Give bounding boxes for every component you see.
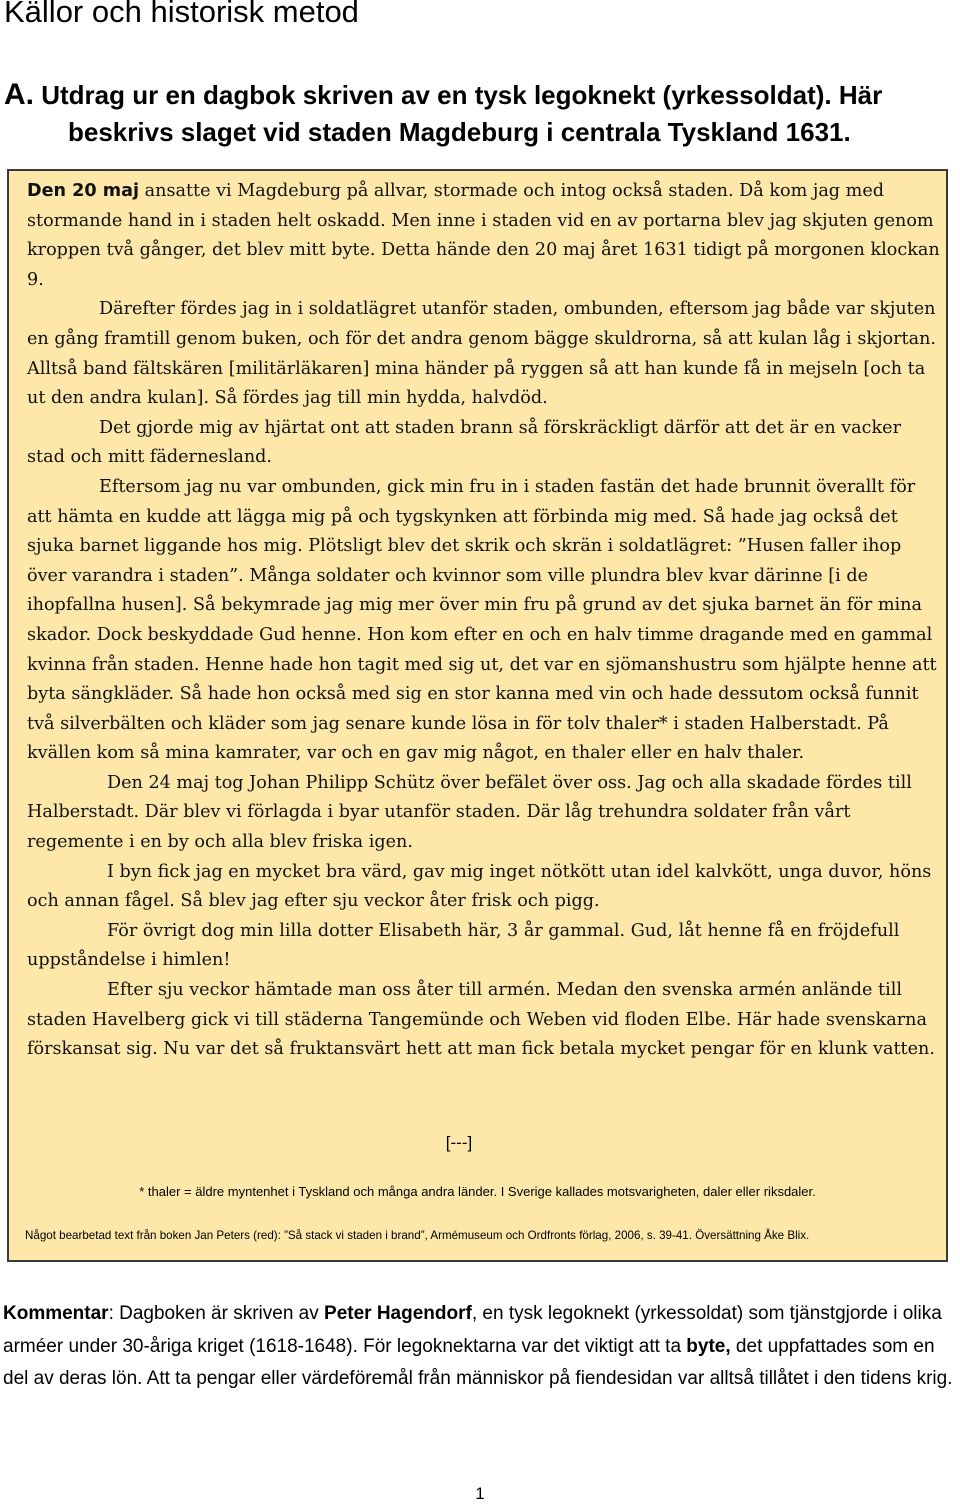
excerpt-paragraph-5: Den 24 maj tog Johan Philipp Schütz över befälet över oss. Jag och alla skadade fördes till Halberstadt. Där blev vi förlagda i byar utanför staden. Där låg trehundra soldater från vårt regemente i en by och alla blev friska igen. [27, 772, 912, 853]
excerpt-paragraph-1 [27, 177, 942, 295]
section-heading-line1: Utdrag ur en dagbok skriven av en tysk legoknekt (yrkessoldat). Här [41, 80, 883, 110]
commentary [3, 1298, 953, 1396]
page-number: 1 [475, 1484, 485, 1503]
excerpt-paragraph-6: I byn fick jag en mycket bra värd, gav mig inget nötkött utan idel kalvkött, unga duvor, höns och annan fågel. Så blev jag efter sju veckor åter frisk och pigg. [27, 861, 932, 912]
diary-excerpt-text [27, 177, 942, 1065]
author-name: Peter Hagendorf [324, 1303, 472, 1324]
commentary-label: Kommentar [3, 1303, 109, 1324]
excerpt-paragraph-8: Efter sju veckor hämtade man oss åter till armén. Medan den svenska armén anlände till staden Havelberg gick vi till städerna Tangemünde och Weben vid floden Elbe. Här hade svenskarna förskansat sig. Nu var det så fruktansvärt hett att man fick betala mycket pengar för en klunk vatten. [27, 980, 935, 1060]
section-letter: A. [4, 78, 34, 111]
section-heading [4, 76, 954, 151]
byte-term: byte, [686, 1335, 731, 1357]
diary-excerpt-box [7, 169, 948, 1262]
lead-date: Den 20 maj [27, 181, 140, 201]
excerpt-paragraph-4: Eftersom jag nu var ombunden, gick min fru in i staden fastän det hade brunnit överallt för att hämta en kudde att lägga mig på och tygskynken att förbinda mig med. Så hade jag också det sjuka barnet liggande hos mig. Plötsligt blev det skrik och skrän i soldatlägret: ”Husen faller ihop över varandra i staden”. Många soldater och kvinnor som ville plundra blev kvar därinne [i de ihopfallna husen]. Så bekymrade jag mig mer över min fru på grund av det sjuka barnet än för mina skador. Dock beskyddade Gud henne. Hon kom efter en och en halv timme dragande med en gammal kvinna från staden. Henne hade hon tagit med sig ut, det var en sjömanshustru som hjälpte henne att byta sängkläder. Så hade hon också med sig en stor kanna med vin och hade dessutom också funnit två silverbälten och kläder som jag senare kunde lösa in för tolv thaler* i staden Halberstadt. På kvällen kom så mina kamrater, var och en gav mig något, en thaler eller en halv thaler. [27, 476, 937, 764]
commentary-text-3: det uppfattades som en del av deras lön. Att ta pengar eller värdeföremål från människor på fiendesidan var alltså tillåtet i den tidens krig. [3, 1335, 953, 1389]
thaler-footnote: * thaler = äldre myntenhet i Tyskland och många andra länder. I Sverige kallades motsvarigheten, daler eller riksdaler. [139, 1184, 816, 1199]
excerpt-paragraph-7: För övrigt dog min lilla dotter Elisabeth här, 3 år gammal. Gud, låt henne få en fröjdefull uppståndelse i himlen! [27, 920, 900, 971]
page-title: Källor och historisk metod [4, 0, 359, 29]
excerpt-paragraph-2: Därefter fördes jag in i soldatlägret utanför staden, ombunden, eftersom jag både var skjuten en gång framtill genom buken, och för det andra genom bägge skuldrorna, så att kulan låg i skjortan. Alltså band fältskären [militärläkaren] mina händer på ryggen så att han kunde få in mejseln [och ta ut den andra kulan]. Så fördes jag till min hydda, halvdöd. [27, 299, 937, 409]
paragraph-1-text: ansatte vi Magdeburg på allvar, stormade och intog också staden. Då kom jag med stormande hand in i staden helt oskadd. Men inne i staden vid en av portarna blev jag skjuten genom kroppen två gånger, det blev mitt byte. Detta hände den 20 maj året 1631 tidigt på morgonen klockan 9. [27, 181, 940, 290]
omission-mark: [---] [445, 1133, 473, 1152]
excerpt-paragraph-3: Det gjorde mig av hjärtat ont att staden brann så förskräckligt därför att det är en vacker stad och mitt fädernesland. [27, 417, 902, 468]
section-heading-line2: beskrivs slaget vid staden Magdeburg i centrala Tyskland 1631. [68, 117, 851, 147]
source-citation: Något bearbetad text från boken Jan Peters (red): ”Så stack vi staden i brand”, Armémuseum och Ordfronts förlag, 2006, s. 39-41. Översättning Åke Blix. [25, 1229, 810, 1242]
commentary-text-1: : Dagboken är skriven av [108, 1303, 325, 1324]
commentary-text-2: , en tysk legoknekt (yrkessoldat) som tjänstgjorde i olika arméer under 30-åriga kriget (1618-1648). För legoknektarna var det viktigt att ta [3, 1303, 942, 1357]
